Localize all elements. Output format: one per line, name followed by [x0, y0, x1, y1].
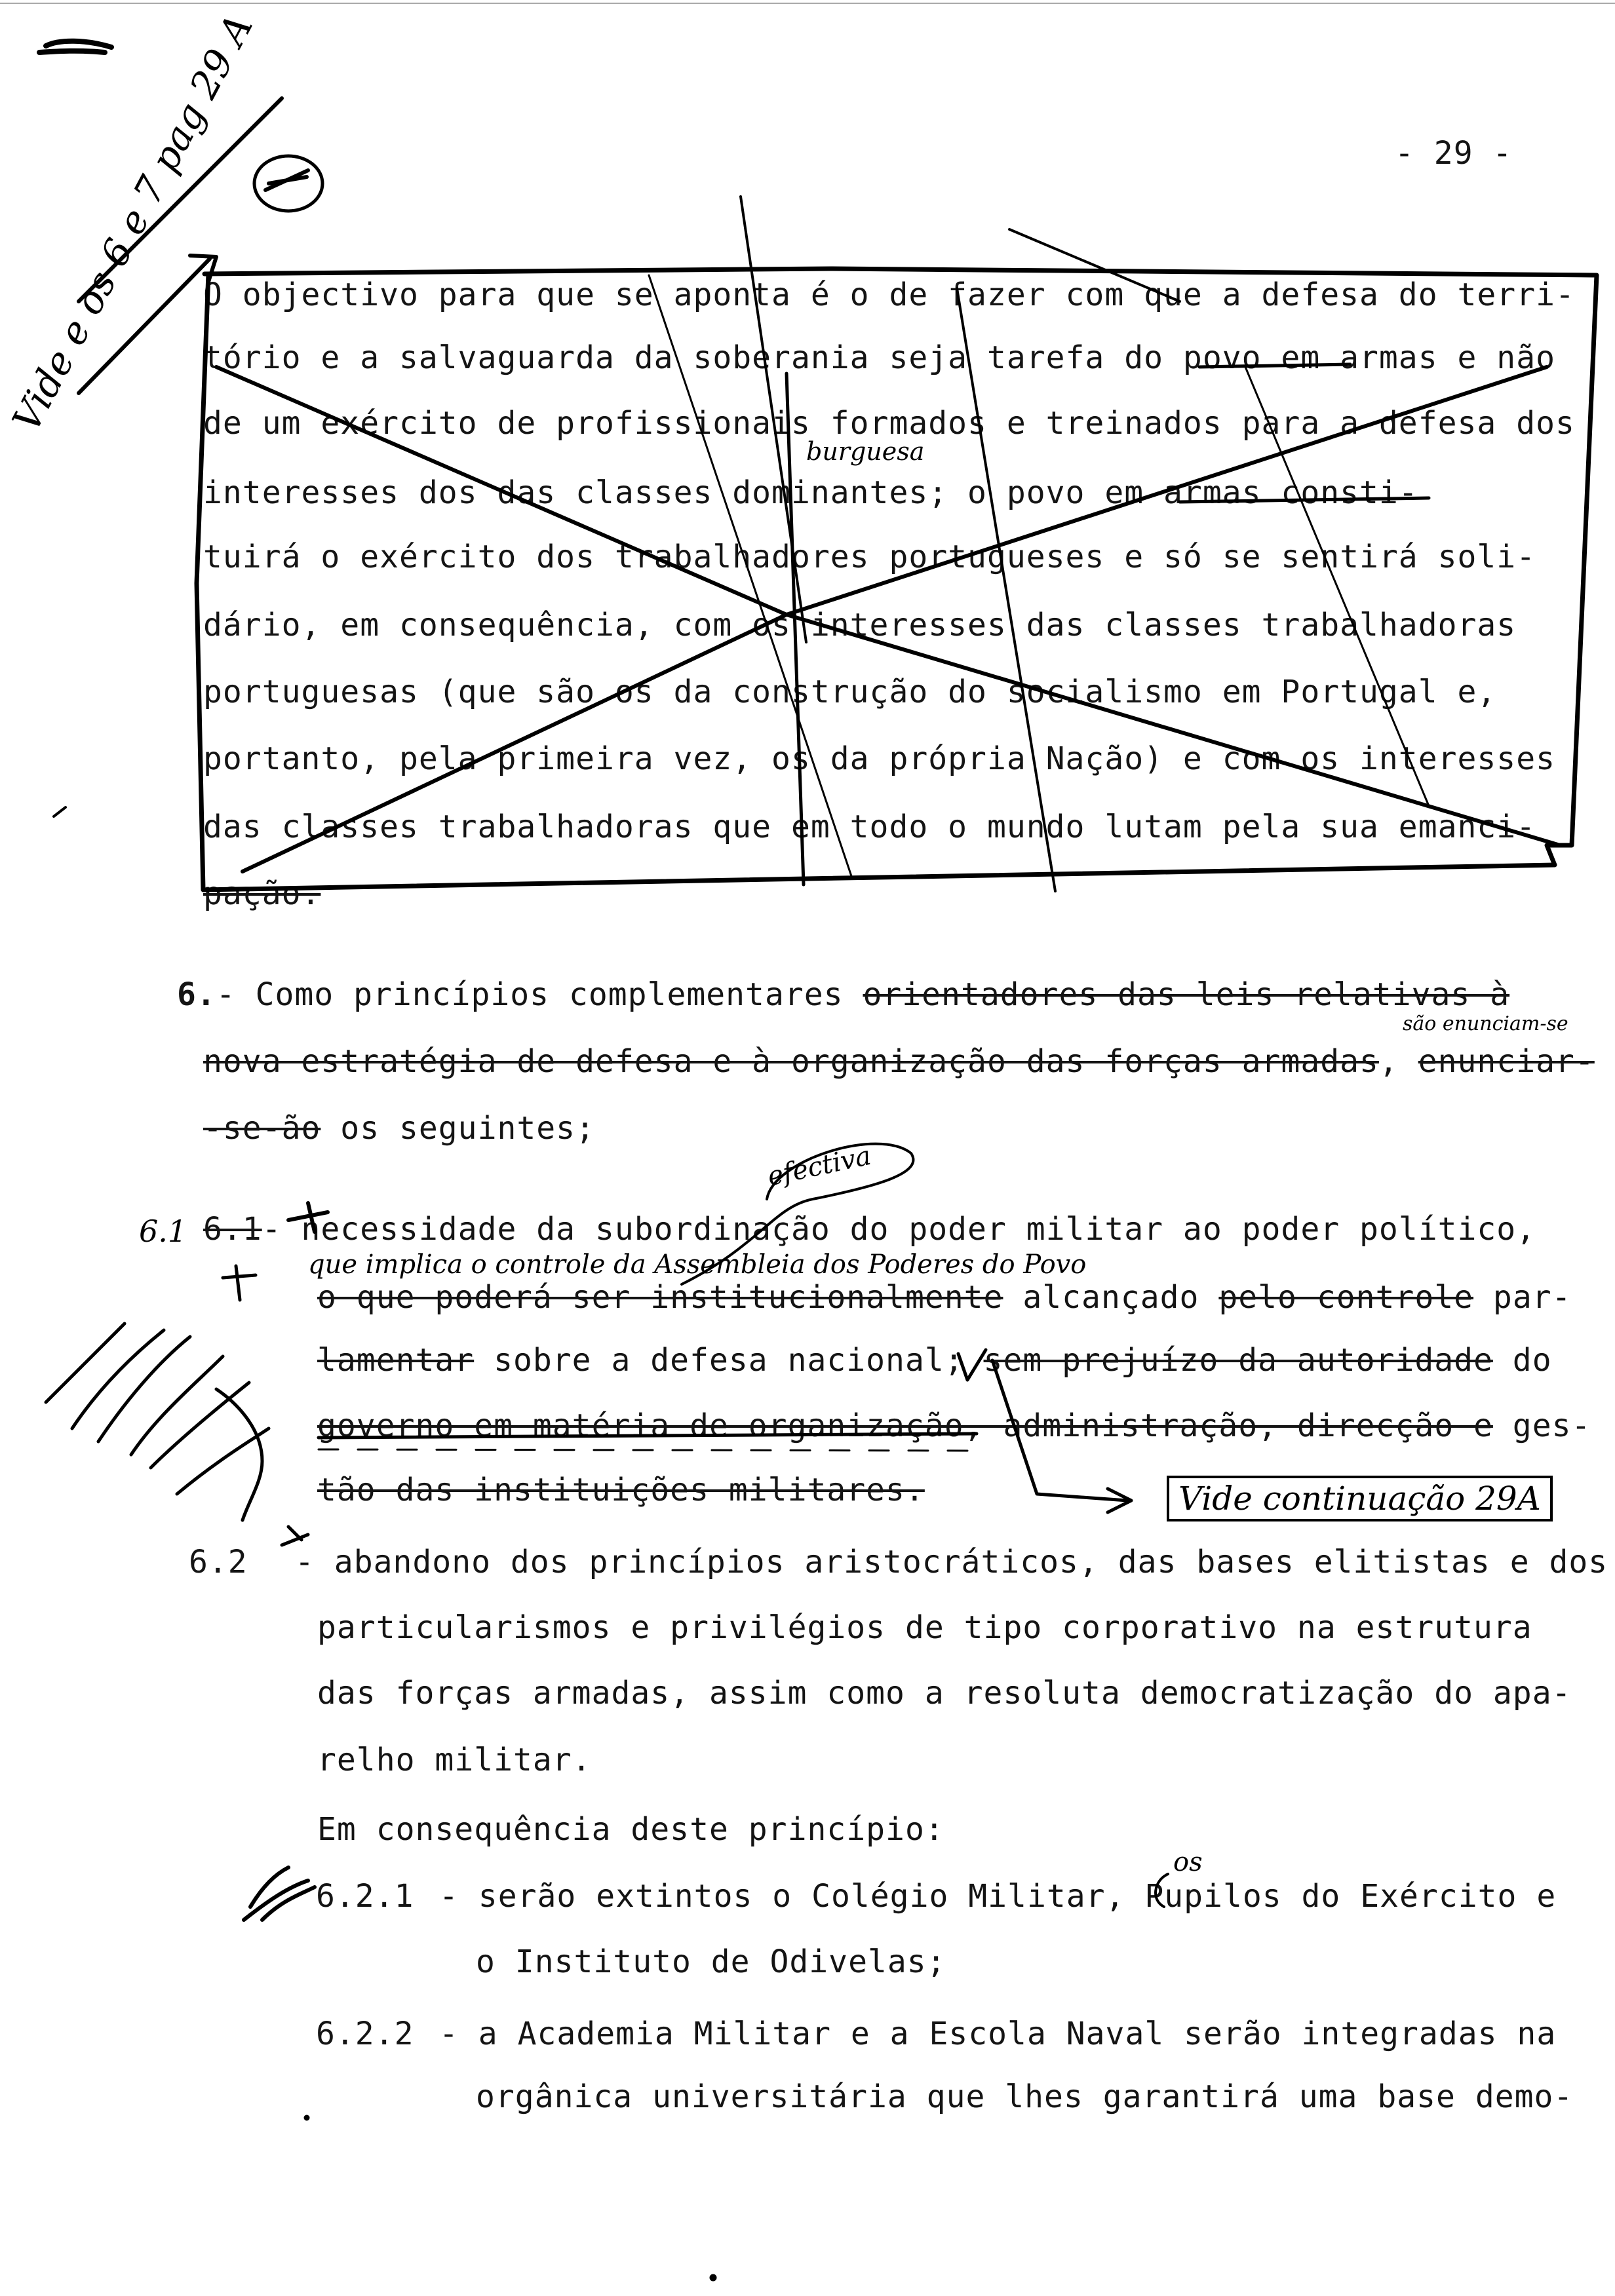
item-6-2-2-line-1: - a Academia Militar e a Escola Naval serão integradas na: [439, 2016, 1557, 2052]
diagonal-margin-note-stroke: [79, 98, 282, 301]
item-6-1-text-5: do: [1492, 1342, 1552, 1379]
margin-arrow: [79, 256, 216, 393]
item-6-2-line-2: particularismos e privilégios de tipo corporativo na estrutura: [317, 1609, 1532, 1646]
tick-6-1-left: [223, 1266, 256, 1300]
scribble-6-2-1: [244, 1867, 315, 1920]
item-6-1-struck-f: governo em matéria de organização, administração, direcção e: [317, 1407, 1493, 1444]
item-6-1-struck-b: mente: [905, 1279, 1003, 1316]
item-6-1-struck-d: lamentar: [317, 1342, 475, 1379]
top-left-scribble: [39, 41, 111, 52]
handwritten-burguesa: burguesa: [806, 437, 925, 466]
item-6-2-line-4: relho militar.: [317, 1742, 592, 1778]
item-6-2-line-3: das forças armadas, assim como a resoluta democratização do apa-: [317, 1675, 1572, 1712]
item-6-2-2-number: 6.2.2: [316, 2016, 414, 2052]
margin-dot-1: [304, 2115, 309, 2120]
section-6-text-a: - Como princípios complementares: [216, 976, 863, 1013]
arrow-to-continuation: [992, 1360, 1131, 1512]
item-6-2-1-line-2: o Instituto de Odivelas;: [476, 1943, 946, 1980]
item-6-2-1-number: 6.2.1: [316, 1878, 414, 1915]
section-6-struck-a: orientadores das leis relativas à: [863, 976, 1510, 1013]
item-6-2-1-line-1: - serão extintos o Colégio Militar, Pupilos do Exército e: [439, 1878, 1557, 1915]
insertion-mark: [958, 1350, 986, 1380]
handwritten-enunciam: são enunciam-se: [1403, 1012, 1568, 1035]
struck-paragraph-diagonal-1: [957, 288, 1055, 891]
item-6-1-struck-c: pelo controle: [1218, 1279, 1474, 1316]
underline-governo: [319, 1434, 977, 1438]
item-6-1-struck-e: sem prejuízo da autoridade: [983, 1342, 1493, 1379]
underline-povo-em-armas-2: [1180, 498, 1429, 502]
item-6-1-line-5: tão das instituições militares.: [317, 1472, 925, 1508]
struck-paragraph-diagonal-3: [649, 275, 852, 878]
struck-paragraph-diagonal-4: [1245, 367, 1429, 806]
item-6-1-text-4: sobre a defesa nacional;: [474, 1342, 984, 1379]
underline-governo-dash: [319, 1449, 983, 1451]
struck-line-5: tuirá o exército dos trabalhadores portugueses e só se sentirá soli-: [203, 539, 1536, 575]
section-6-struck-b: nova estratégia de defesa e à organização das forças armadas: [203, 1043, 1379, 1080]
item-6-2-consequence: Em consequência deste princípio:: [317, 1811, 944, 1848]
margin-tick-left: [54, 807, 66, 816]
item-6-1-number: 6.1: [203, 1211, 262, 1248]
item-6-1-text-6: ges-: [1492, 1407, 1591, 1444]
page-number: - 29 -: [1395, 135, 1513, 172]
struck-line-1: O objectivo para que se aponta é o de fazer com que a defesa do terri-: [203, 277, 1575, 313]
struck-paragraph-diagonal-2: [1009, 229, 1180, 301]
item-6-1-text-2: alcançado: [1003, 1279, 1219, 1316]
handwritten-efectiva: efectiva: [764, 1140, 874, 1193]
section-6-struck-c: enunciar-: [1418, 1043, 1595, 1080]
struck-line-9: das classes trabalhadoras que em todo o mundo lutam pela sua emanci-: [203, 809, 1536, 845]
left-margin-check: [216, 1389, 262, 1520]
circled-mark-scribble: [265, 170, 308, 190]
section-6-number: 6.: [177, 976, 216, 1013]
underline-povo-em-armas: [1199, 364, 1350, 367]
struck-paragraph-vertical-1: [787, 373, 804, 885]
circled-mark: [254, 156, 322, 211]
item-6-2-number: 6.2: [189, 1544, 248, 1580]
struck-line-7: portuguesas (que são os da construção do socialismo em Portugal e,: [203, 674, 1497, 710]
item-6-1-text-1: - necessidade da subordinação do poder militar ao poder político,: [262, 1211, 1536, 1248]
item-6-2-2-line-2: orgânica universitária que lhes garantirá uma base demo-: [476, 2078, 1574, 2115]
section-6-text-b: os seguintes;: [321, 1110, 595, 1147]
handwritten-os: os: [1173, 1847, 1203, 1877]
handwritten-implica: que implica o controle da Assembleia dos Poderes do Povo: [308, 1250, 1087, 1280]
efectiva-loop: [682, 1140, 913, 1284]
bracket-pupilos: [1156, 1874, 1168, 1907]
handwritten-vide-continuacao: Vide continuação 29A: [1167, 1476, 1553, 1521]
left-margin-scribble: [46, 1324, 269, 1494]
struck-line-4: interesses dos das classes dominantes; o povo em armas consti-: [203, 474, 1418, 511]
struck-line-8: portanto, pela primeira vez, os da própria Nação) e com os interesses: [203, 740, 1555, 777]
struck-line-10: pação.: [203, 875, 321, 912]
struck-line-6: dário, em consequência, com os interesses das classes trabalhadoras: [203, 607, 1517, 643]
item-6-1-struck-a: o que poderá ser institucional: [317, 1279, 905, 1316]
struck-paragraph-cross-1: [216, 367, 1560, 845]
struck-line-3: de um exército de profissionais formados e treinados para a defesa dos: [203, 405, 1575, 442]
handwritten-6-1: 6.1: [139, 1214, 187, 1249]
section-6-struck-d: -se-ão: [203, 1110, 321, 1147]
mark-6-2: [282, 1527, 308, 1545]
struck-line-2: tório e a salvaguarda da soberania seja tarefa do povo em armas e não: [203, 339, 1555, 376]
item-6-2-line-1: - abandono dos princípios aristocráticos, das bases elitistas e dos: [295, 1544, 1608, 1580]
tick-6-1: [288, 1203, 328, 1232]
handwritten-vide-margin: Vide e os 6 e 7 pag 29 A: [3, 7, 262, 439]
margin-dot-2: [710, 2274, 716, 2281]
section-6-comma: ,: [1378, 1043, 1418, 1080]
item-6-1-text-3: par-: [1473, 1279, 1572, 1316]
